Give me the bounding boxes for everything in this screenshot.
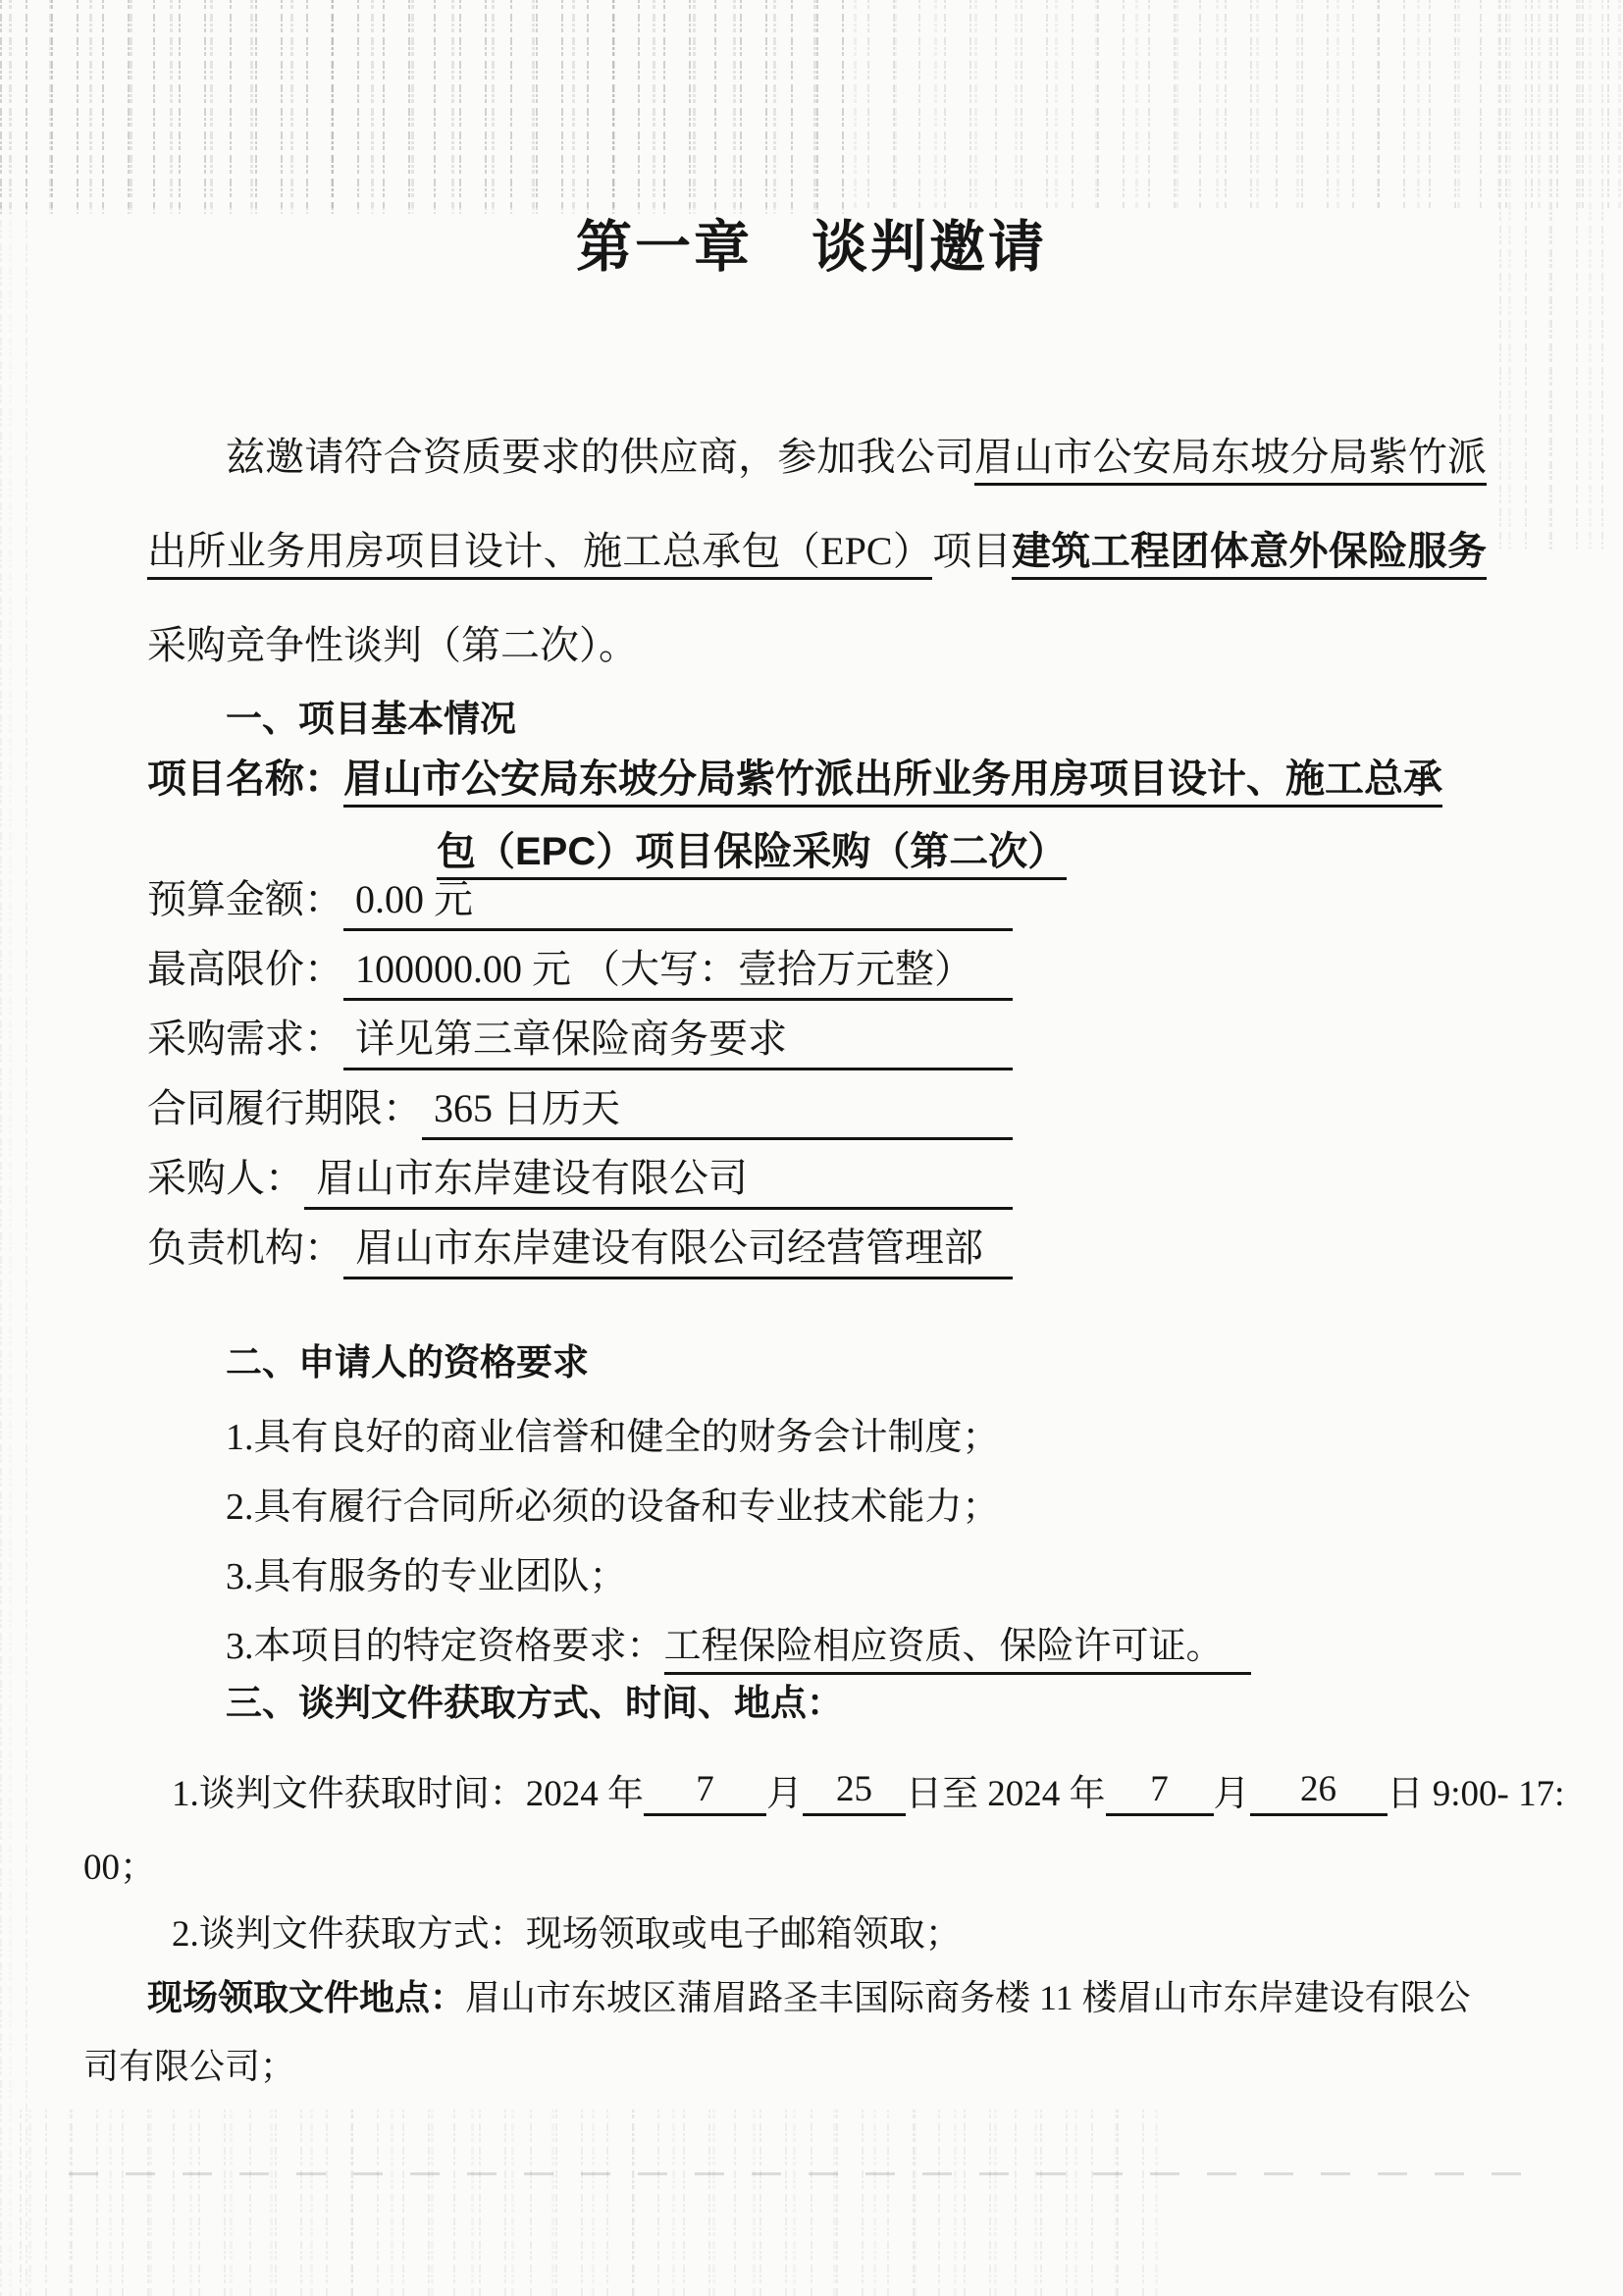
field-row-price-cap xyxy=(147,945,1013,1015)
basic-info-fields xyxy=(147,875,1013,1293)
field-label: 合同履行期限： xyxy=(147,1086,422,1130)
project-name-label: 项目名称： xyxy=(147,757,343,801)
section-heading-basic-info: 一、项目基本情况 xyxy=(226,699,516,739)
field-value: 眉山市东岸建设有限公司经营管理部 xyxy=(343,1224,1013,1279)
blank-month-2: 7 xyxy=(1106,1768,1214,1816)
special-qualification-label: 3.本项目的特定资格要求： xyxy=(226,1626,664,1667)
intro-paragraph xyxy=(147,410,1487,693)
field-row-requirement xyxy=(147,1015,1013,1084)
blank-month-1: 7 xyxy=(644,1768,766,1816)
field-row-responsible-org xyxy=(147,1224,1013,1293)
field-value: 眉山市东岸建设有限公司 xyxy=(304,1154,1013,1210)
qualification-item: 2.具有履行合同所必须的设备和专业技术能力； xyxy=(226,1487,1000,1528)
time-text: 日 9:00- 17: xyxy=(1387,1774,1565,1814)
section-heading-qualification: 二、申请人的资格要求 xyxy=(226,1342,589,1383)
intro-run-plain: 项目 xyxy=(932,529,1013,573)
location-wrap: 司有限公司； xyxy=(83,2047,296,2086)
project-name-row xyxy=(147,743,1474,888)
qualification-item: 3.具有服务的专业团队； xyxy=(226,1556,627,1597)
blank-day-1: 25 xyxy=(803,1768,906,1816)
location-line xyxy=(147,1970,1471,2020)
field-label: 最高限价： xyxy=(147,947,343,991)
obtain-method-line: 2.谈判文件获取方式：现场领取或电子邮箱领取； xyxy=(172,1914,962,1955)
intro-run-service-bold-underlined: 建筑工程团体意外保险服务 xyxy=(1012,530,1487,580)
location-label: 现场领取文件地点： xyxy=(147,1977,466,2017)
intro-run-project-underlined: 眉山市公安局东坡分局紫竹派出所业务用房项目设计、施工总承包（EPC） xyxy=(147,435,1487,580)
time-text: 日至 2024 年 xyxy=(906,1774,1106,1814)
field-value: 详见第三章保险商务要求 xyxy=(343,1015,1013,1070)
time-text: 1.谈判文件获取时间：2024 年 xyxy=(172,1774,644,1814)
section-heading-obtain: 三、谈判文件获取方式、时间、地点： xyxy=(226,1683,843,1723)
intro-run-plain: 兹邀请符合资质要求的供应商，参加我公司 xyxy=(226,435,975,479)
field-label: 采购需求： xyxy=(147,1017,343,1061)
field-row-contract-term xyxy=(147,1084,1013,1154)
qualification-item: 1.具有良好的商业信誉和健全的财务会计制度； xyxy=(226,1417,1000,1458)
qualification-item-special xyxy=(226,1612,1521,1682)
field-label: 负责机构： xyxy=(147,1226,343,1270)
field-value: 0.00 元 xyxy=(343,875,1013,931)
scan-noise-bottom xyxy=(20,2110,1158,2296)
scan-noise-top xyxy=(0,0,1623,208)
qualification-items xyxy=(226,1403,1521,1682)
blank-day-2: 26 xyxy=(1250,1768,1387,1816)
field-value: 365 日历天 xyxy=(422,1084,1013,1140)
field-label: 预算金额： xyxy=(147,877,343,921)
obtain-time-wrap: 00； xyxy=(83,1848,156,1888)
chapter-title: 第一章 谈判邀请 xyxy=(576,217,1047,279)
scan-noise-left-edge xyxy=(0,206,47,2296)
field-label: 采购人： xyxy=(147,1156,304,1200)
time-text: 月 xyxy=(766,1774,803,1814)
special-qualification-value: 工程保险相应资质、保险许可证。 xyxy=(664,1626,1251,1675)
scan-noise-top-left xyxy=(0,0,844,214)
field-row-budget xyxy=(147,875,1013,945)
intro-run-plain: 采购竞争性谈判（第二次）。 xyxy=(147,623,638,667)
project-name-value: 眉山市公安局东坡分局紫竹派出所业务用房项目设计、施工总承包（EPC）项目保险采购（第二次） xyxy=(343,757,1442,880)
scan-smear-line xyxy=(69,2172,1541,2175)
time-text: 月 xyxy=(1213,1774,1250,1814)
project-name-value-wrap xyxy=(343,743,1474,888)
location-text: 眉山市东坡区蒲眉路圣丰国际商务楼 11 楼眉山市东岸建设有限公 xyxy=(465,1978,1471,2017)
field-row-purchaser xyxy=(147,1154,1013,1224)
field-value: 100000.00 元 （大写：壹拾万元整） xyxy=(343,945,1013,1001)
obtain-time-line xyxy=(172,1763,1564,1816)
